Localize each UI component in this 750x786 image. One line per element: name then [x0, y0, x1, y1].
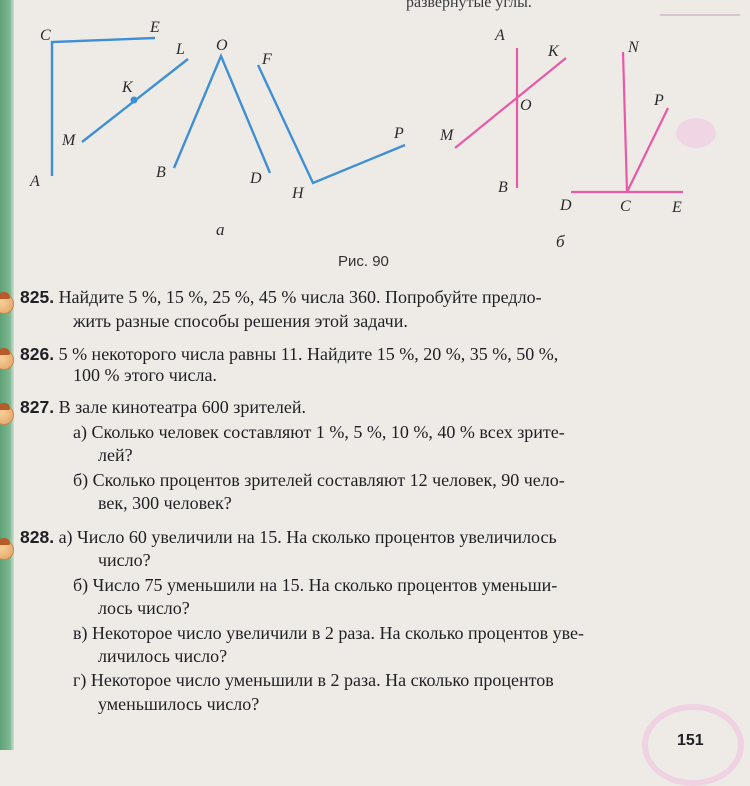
segment-mk — [455, 58, 566, 148]
subitem-line: лось число? — [98, 598, 190, 618]
task-828 — [20, 526, 557, 549]
label-point: A — [30, 173, 40, 190]
task-text-line: 5 % некоторого числа равны 11. Найдите 15 %, 20 %, 35 %, 50 %, — [58, 344, 559, 364]
label-point: L — [176, 41, 185, 58]
label-point: B — [156, 164, 166, 181]
subitem-line: личилось число? — [98, 646, 228, 666]
angle-ace — [52, 38, 155, 176]
label-point: D — [560, 197, 572, 214]
label-point: O — [520, 97, 532, 114]
task-text-line: жить разные способы решения этой задачи. — [73, 311, 408, 331]
task-827 — [20, 396, 306, 419]
label-point: P — [654, 92, 664, 109]
label-point: K — [548, 43, 559, 60]
task-826 — [20, 343, 558, 366]
label-point: K — [122, 79, 133, 96]
subitem-line: б) Число 75 уменьшили на 15. На сколько процентов уменьши- — [73, 575, 558, 595]
label-point: D — [250, 170, 262, 187]
point-k-dot — [131, 97, 138, 104]
subitem-line: лей? — [98, 445, 133, 465]
label-point: H — [292, 185, 304, 202]
task-text-line: В зале кинотеатра 600 зрителей. — [58, 397, 306, 417]
segment-cp — [627, 108, 668, 192]
subitem-line: б) Сколько процентов зрителей составляют 12 человек, 90 чело- — [73, 470, 565, 490]
label-point: O — [216, 37, 228, 54]
label-point: N — [628, 39, 639, 56]
label-point: E — [150, 19, 160, 36]
figure-sublabel-a: а — [216, 220, 225, 239]
subitem-line: а) Сколько человек составляют 1 %, 5 %, 10 %, 40 % всех зрите- — [73, 422, 565, 442]
task-number: 827. — [20, 397, 55, 417]
label-point: M — [440, 127, 454, 144]
task-number: 825. — [20, 287, 55, 307]
label-point: P — [394, 125, 404, 142]
task-number: 828. — [20, 527, 55, 547]
label-point: C — [620, 198, 631, 215]
page-number: 151 — [677, 732, 704, 749]
label-point: C — [40, 27, 51, 44]
figure-90 — [0, 0, 750, 270]
task-825 — [20, 286, 542, 309]
label-point: A — [495, 27, 505, 44]
angle-bod — [174, 56, 270, 173]
segment-nc — [623, 52, 627, 192]
subitem-line: число? — [98, 550, 151, 570]
task-number: 826. — [20, 344, 55, 364]
label-point: B — [498, 179, 508, 196]
figure-sublabel-b: б — [556, 232, 565, 251]
label-point: E — [672, 199, 682, 216]
header-fragment: развернутые углы. — [406, 0, 532, 11]
label-point: M — [62, 132, 76, 149]
label-point: F — [262, 51, 272, 68]
angle-fhp — [258, 65, 405, 183]
figure-caption: Рис. 90 — [338, 253, 389, 270]
subitem-line: г) Некоторое число уменьшили в 2 раза. На сколько процентов — [73, 670, 554, 690]
subitem-line: в) Некоторое число увеличили в 2 раза. На сколько процентов уве- — [73, 623, 584, 643]
task-text-line: Найдите 5 %, 15 %, 25 %, 45 % числа 360. Попробуйте предло- — [58, 287, 542, 307]
subitem-line: уменьшилось число? — [98, 694, 260, 714]
figure-part-b — [455, 48, 683, 192]
subitem-line: а) Число 60 увеличили на 15. На сколько процентов увеличилось — [58, 527, 557, 547]
subitem-line: век, 300 человек? — [98, 493, 232, 513]
task-text-line: 100 % этого числа. — [73, 365, 217, 385]
figure-part-a — [52, 38, 405, 183]
